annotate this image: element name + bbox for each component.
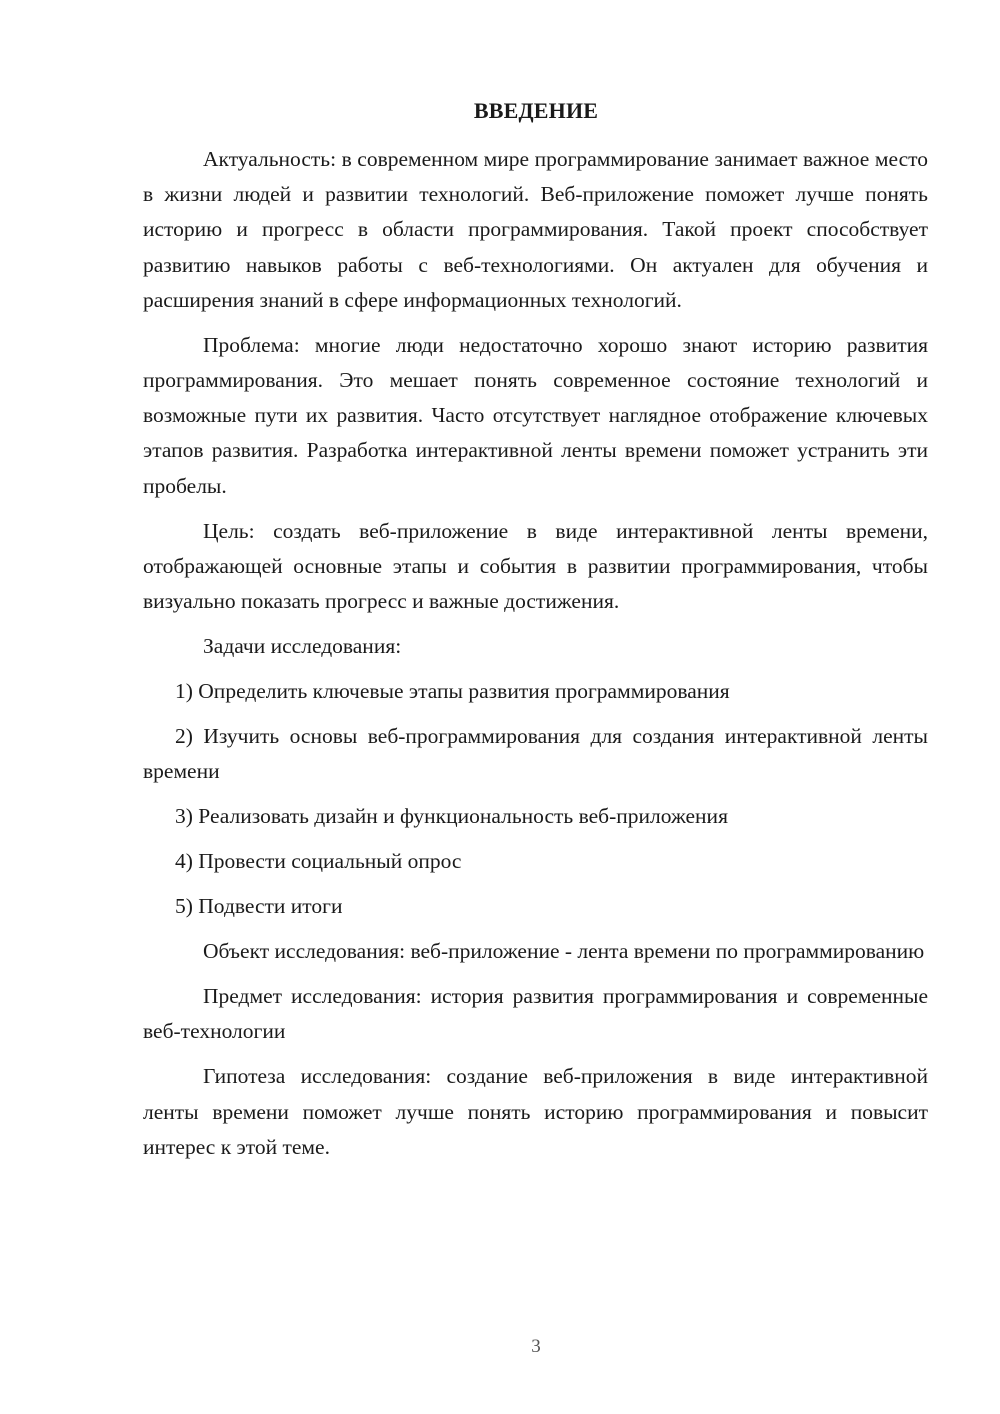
paragraph-subject: Предмет исследования: история развития программирования и современные веб-технологии xyxy=(143,984,928,1044)
list-item: 3) Реализовать дизайн и функциональность веб-приложения xyxy=(175,804,728,829)
list-item: 5) Подвести итоги xyxy=(175,894,343,919)
document-body xyxy=(143,142,928,1165)
list-item: 2) Изучить основы веб-программирования для создания интерактивной ленты времени xyxy=(143,724,928,784)
page-number: 3 xyxy=(531,1336,541,1357)
list-item: 1) Определить ключевые этапы развития программирования xyxy=(175,679,730,704)
paragraph-goal: Цель: создать веб-приложение в виде интерактивной ленты времени, отображающей основные этапы и события в развитии программирования, чтобы визуально показать прогресс и важные достижения. xyxy=(143,518,928,614)
list-item: 4) Провести социальный опрос xyxy=(175,849,462,874)
paragraph-hypothesis: Гипотеза исследования: создание веб-приложения в виде интерактивной ленты времени поможет лучше понять историю программирования и повысит интерес к этой теме. xyxy=(143,1064,928,1159)
paragraph-problem: Проблема: многие люди недостаточно хорошо знают историю развития программирования. Это мешает понять современное состояние технологий и возможные пути их развития. Часто отсутствует наглядное отображение ключевых этапов развития. Разработка интерактивной ленты времени поможет устранить эти пробелы. xyxy=(143,332,928,498)
tasks-heading: Задачи исследования: xyxy=(203,634,402,659)
section-heading: ВВЕДЕНИЕ xyxy=(473,98,599,123)
paragraph-relevance: Актуальность: в современном мире программирование занимает важное место в жизни людей и развитии технологий. Веб-приложение поможет лучше понять историю и прогресс в области программирования. Такой проект способствует развитию навыков работы с веб-технологиями. Он актуален для обучения и расширения знаний в сфере информационных технологий. xyxy=(143,147,928,312)
paragraph-object: Объект исследования: веб-приложение - лента времени по программированию xyxy=(203,939,925,964)
tasks-list xyxy=(143,674,928,924)
